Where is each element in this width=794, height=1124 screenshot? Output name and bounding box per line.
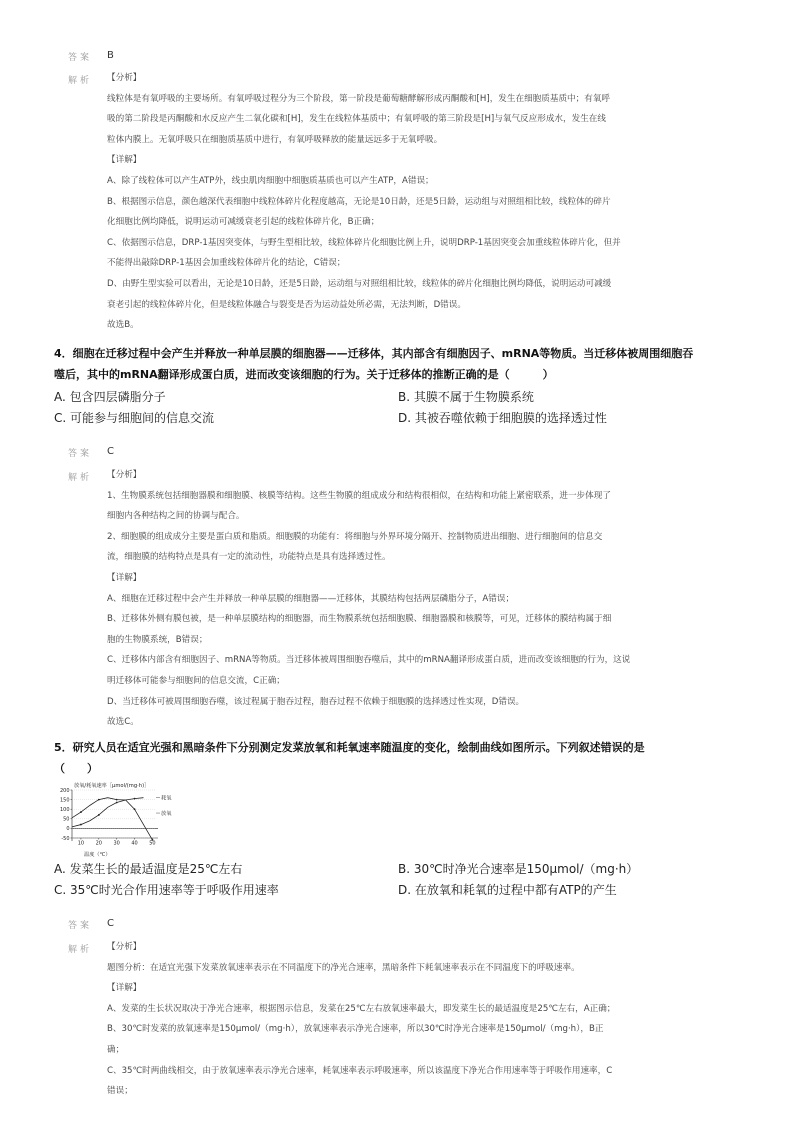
- x-tick-label: 10: [77, 840, 85, 847]
- answer-label: 答案: [68, 53, 93, 63]
- option-b: B. 其膜不属于生物膜系统: [398, 390, 534, 404]
- text-line: C、35℃时两曲线相交，由于放氧速率表示净光合速率，耗氧速率表示呼吸速率，所以该温度下净光合作用速率等于呼吸作用速率，C: [107, 1065, 613, 1076]
- text-line: 【详解】: [107, 983, 142, 994]
- text-line: 化细胞比例均降低，说明运动可减缓衰老引起的线粒体碎片化，B正确；: [107, 217, 380, 228]
- text-line: D、当迁移体可被周围细胞吞噬，该过程属于胞吞过程，胞吞过程不依赖于细胞膜的选择透过性实现，D错误。: [107, 696, 525, 707]
- x-tick-label: 30: [113, 840, 120, 847]
- question-4-stem: [54, 343, 744, 385]
- y-tick-label: 100: [59, 807, 70, 813]
- stem-line: 5．研究人员在适宜光强和黑暗条件下分别测定发菜放氧和耗氧速率随温度的变化，绘制曲线如图所示。下列叙述错误的是: [54, 741, 645, 754]
- text-line: B、根据图示信息，颜色越深代表细胞中线粒体碎片化程度越高，无论是10日龄，还是5日龄，运动组与对照组相比较，线粒体的碎片: [107, 196, 611, 207]
- chart-plot: [72, 794, 172, 841]
- text-line: 粒体内膜上。无氧呼吸只在细胞质基质中进行，有氧呼吸释放的能量远远多于无氧呼吸。: [107, 134, 443, 145]
- x-tick-label: 50: [149, 840, 156, 847]
- y-tick-label: 200: [59, 787, 70, 794]
- stem-line: （ ）: [54, 762, 98, 775]
- text-line: 【分析】: [107, 942, 142, 952]
- text-line: C、依据图示信息，DRP-1基因突变体，与野生型相比较，线粒体碎片化细胞比例上升，说明DRP-1基因突变会加重线粒体碎片化，但并: [107, 237, 621, 248]
- option-c: C. 可能参与细胞间的信息交流: [54, 411, 215, 425]
- analysis-label: 解析: [68, 473, 93, 483]
- text-line: 细胞内各种结构之间的协调与配合。: [107, 511, 245, 522]
- text-line: A、细胞在迁移过程中会产生并释放一种单层膜的细胞器——迁移体，其膜结构包括两层磷脂分子，A错误；: [107, 593, 515, 604]
- data-point: [80, 811, 82, 813]
- text-line: 流，细胞膜的结构特点是具有一定的流动性，功能特点是具有选择透过性。: [107, 552, 391, 563]
- analysis-label: 解析: [68, 945, 93, 955]
- answer-label: 答案: [68, 921, 93, 931]
- y-tick-label: 0: [66, 826, 70, 833]
- legend-label: 放氧: [161, 811, 172, 818]
- text-line: 【详解】: [107, 572, 142, 583]
- data-point: [134, 798, 136, 800]
- text-line: B、迁移体外侧有膜包被，是一种单层膜结构的细胞器，而生物膜系统包括细胞膜、细胞器膜和核膜等，可见，迁移体的膜结构属于细: [107, 614, 612, 625]
- option-a: A. 发菜生长的最适温度是25℃左右: [54, 862, 243, 876]
- option-c: C. 35℃时光合作用速率等于呼吸作用速率: [54, 883, 279, 897]
- series-line-oxygen-consumption: [72, 798, 143, 827]
- stem-line: 4．细胞在迁移过程中会产生并释放一种单层膜的细胞器——迁移体，其内部含有细胞因子、mRNA等物质。当迁移体被周围细胞吞: [54, 347, 694, 360]
- option-a: A. 包含四层磷脂分子: [54, 390, 166, 404]
- data-point: [116, 802, 118, 804]
- data-point: [80, 824, 82, 826]
- text-line: 衰老引起的线粒体碎片化，但是线粒体融合与裂变是否为运动益处所必需，无法判断，D错误。: [107, 299, 466, 310]
- text-line: B、30℃时发菜的放氧速率是150μmol/（mg·h），放氧速率表示净光合速率，所以30℃时净光合速率是150μmol/（mg·h），B正: [107, 1024, 604, 1035]
- text-line: 线粒体是有氧呼吸的主要场所。有氧呼吸过程分为三个阶段，第一阶段是葡萄糖酵解形成丙酮酸和[H]，发生在细胞质基质中；有氧呼: [107, 93, 611, 104]
- text-line: 故选B。: [107, 320, 139, 331]
- answer-value: B: [107, 50, 114, 61]
- stem-line: 噬后，其中的mRNA翻译形成蛋白质，进而改变该细胞的行为。关于迁移体的推断正确的是（ ）: [54, 368, 554, 381]
- option-d: D. 在放氧和耗氧的过程中都有ATP的产生: [398, 883, 617, 897]
- text-line: 不能得出敲除DRP-1基因会加重线粒体碎片化的结论，C错误；: [107, 258, 346, 269]
- y-tick-label: 50: [63, 816, 70, 823]
- text-line: 1、生物膜系统包括细胞器膜和细胞膜、核膜等结构。这些生物膜的组成成分和结构很相似，在结构和功能上紧密联系，进一步体现了: [107, 490, 611, 501]
- data-point: [98, 814, 100, 816]
- text-line: C、迁移体内部含有细胞因子、mRNA等物质。当迁移体被周围细胞吞噬后，其中的mRNA翻译形成蛋白质，进而改变该细胞的行为，这说: [107, 655, 631, 666]
- chart-title: 放氧/耗氧速率［μmol/(mg·h)］: [74, 783, 150, 789]
- analysis-label: 解析: [68, 76, 93, 86]
- q3-analysis: [107, 68, 697, 336]
- text-line: D、由野生型实验可以看出，无论是10日龄，还是5日龄，运动组与对照组相比较，线粒体的碎片化细胞比例均降低，说明运动可减缓: [107, 278, 612, 289]
- text-line: 明迁移体可能参与细胞间的信息交流，C正确；: [107, 675, 285, 686]
- text-line: 胞的生物膜系统，B错误；: [107, 634, 208, 645]
- text-line: 错误；: [107, 1086, 133, 1097]
- text-line: A、发菜的生长状况取决于净光合速率，根据图示信息，发菜在25℃左右放氧速率最大，即发菜生长的最适温度是25℃左右，A正确；: [107, 1003, 616, 1014]
- oxygen-rate-chart: [54, 780, 184, 860]
- text-line: 【详解】: [107, 155, 142, 166]
- answer-value: C: [107, 446, 114, 457]
- data-point: [98, 799, 100, 801]
- data-point: [134, 808, 136, 810]
- data-point: [152, 839, 154, 841]
- y-tick-label: 150: [59, 797, 70, 804]
- question-5-stem: [54, 737, 744, 779]
- q5-analysis: [107, 937, 697, 1102]
- answer-value: C: [107, 918, 114, 929]
- legend-label: 耗氧: [161, 795, 172, 802]
- x-tick-label: 20: [95, 840, 102, 847]
- text-line: 故选C。: [107, 717, 139, 728]
- y-tick-label: -50: [61, 835, 70, 842]
- text-line: 【分析】: [107, 470, 142, 480]
- text-line: 2、细胞膜的组成成分主要是蛋白质和脂质。细胞膜的功能有：将细胞与外界环境分隔开、控制物质进出细胞、进行细胞间的信息交: [107, 531, 603, 542]
- text-line: A、除了线粒体可以产生ATP外，线虫肌肉细胞中细胞质基质也可以产生ATP，A错误；: [107, 175, 434, 186]
- q4-analysis: [107, 465, 697, 733]
- text-line: 题图分析：在适宜光强下发菜放氧速率表示在不同温度下的净光合速率，黑暗条件下耗氧速率表示在不同温度下的呼吸速率。: [107, 962, 580, 973]
- chart-axes: [60, 781, 158, 858]
- text-line: 确；: [107, 1044, 125, 1055]
- option-b: B. 30℃时净光合速率是150μmol/（mg·h）: [398, 862, 639, 876]
- x-axis-label: 温度（℃）: [84, 852, 111, 858]
- option-d: D. 其被吞噬依赖于细胞膜的选择透过性: [398, 411, 607, 425]
- answer-label: 答案: [68, 449, 93, 459]
- text-line: 【分析】: [107, 73, 142, 83]
- text-line: 吸的第二阶段是丙酮酸和水反应产生二氧化碳和[H]，发生在线粒体基质中；有氧呼吸的第三阶段是[H]与氧气反应形成水，发生在线: [107, 114, 606, 125]
- data-point: [116, 799, 118, 801]
- x-tick-label: 40: [131, 840, 138, 847]
